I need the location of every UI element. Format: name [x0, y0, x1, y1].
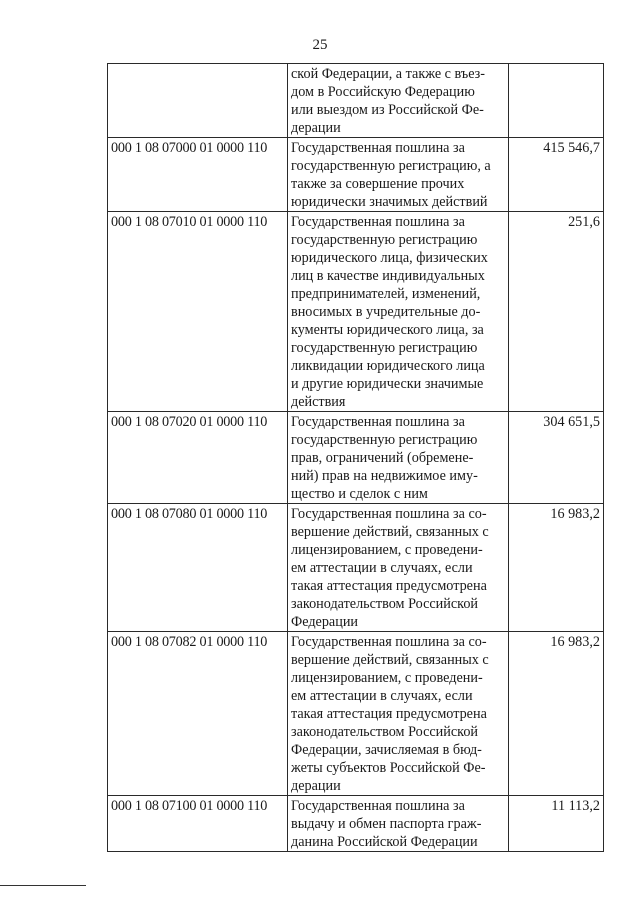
revenue-name-cell: ской Федерации, а также с въез- дом в Российскую Федерацию или выездом из Российской Фе- дерации: [288, 64, 509, 138]
revenue-name-cell: Государственная пошлина за государственную регистрацию, а также за совершение прочих юридически значимых действий: [288, 138, 509, 212]
revenue-code-cell: 000 1 08 07082 01 0000 110: [108, 632, 288, 796]
revenue-amount-cell: 415 546,7: [509, 138, 604, 212]
revenue-code-cell: 000 1 08 07020 01 0000 110: [108, 412, 288, 504]
revenue-code-cell: 000 1 08 07100 01 0000 110: [108, 796, 288, 852]
revenue-name-cell: Государственная пошлина за государственную регистрацию юридического лица, физических лиц в качестве индивидуальных предпринимателей, изменений, вносимых в учредительные до- кументы юридического лица, за государственную регистрацию ликвидации юридического лица и другие юридически значимые действия: [288, 212, 509, 412]
revenue-amount-cell: [509, 64, 604, 138]
revenue-amount-cell: 11 113,2: [509, 796, 604, 852]
table-row: [108, 138, 604, 212]
table-row: [108, 632, 604, 796]
budget-revenue-table: [107, 63, 604, 852]
table-row: [108, 504, 604, 632]
table-row: [108, 212, 604, 412]
revenue-code-cell: 000 1 08 07000 01 0000 110: [108, 138, 288, 212]
revenue-name-cell: Государственная пошлина за со- вершение действий, связанных с лицензированием, с проведени- ем аттестации в случаях, если такая аттестация предусмотрена законодательством Российской Федерации: [288, 504, 509, 632]
footnote-divider: [0, 885, 86, 886]
revenue-name-cell: Государственная пошлина за со- вершение действий, связанных с лицензированием, с проведени- ем аттестации в случаях, если такая аттестация предусмотрена законодательством Российской Федерации, зачисляемая в бюд- жеты субъектов Российской Фе- дерации: [288, 632, 509, 796]
revenue-code-cell: 000 1 08 07010 01 0000 110: [108, 212, 288, 412]
revenue-name-cell: Государственная пошлина за выдачу и обмен паспорта граж- данина Российской Федерации: [288, 796, 509, 852]
table-row: [108, 796, 604, 852]
revenue-amount-cell: 304 651,5: [509, 412, 604, 504]
revenue-code-cell: 000 1 08 07080 01 0000 110: [108, 504, 288, 632]
revenue-amount-cell: 251,6: [509, 212, 604, 412]
page-number: 25: [312, 37, 328, 53]
revenue-amount-cell: 16 983,2: [509, 632, 604, 796]
table-row: [108, 412, 604, 504]
revenue-amount-cell: 16 983,2: [509, 504, 604, 632]
table-row: [108, 64, 604, 138]
revenue-code-cell: [108, 64, 288, 138]
revenue-name-cell: Государственная пошлина за государственную регистрацию прав, ограничений (обремене- ний) прав на недвижимое иму- щество и сделок с ним: [288, 412, 509, 504]
